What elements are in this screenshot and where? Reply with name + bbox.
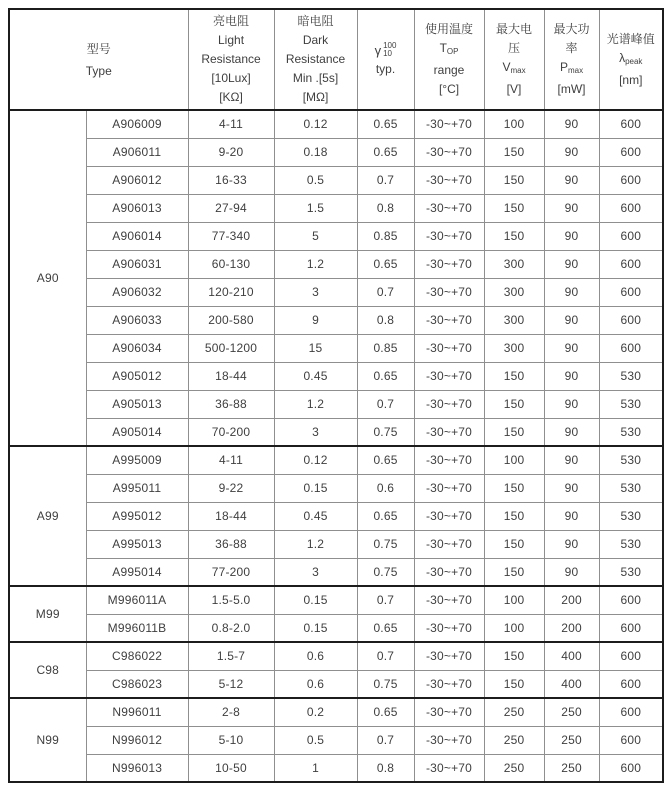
- max-power-cell: 90: [544, 474, 599, 502]
- max-voltage-cell: 150: [484, 362, 544, 390]
- gamma-cell: 0.65: [357, 614, 414, 642]
- max-power-cell: 200: [544, 586, 599, 614]
- model-cell: C986023: [86, 670, 188, 698]
- peak-wavelength-cell: 600: [599, 222, 663, 250]
- dark-resistance-cell: 0.45: [274, 502, 357, 530]
- dark-resistance-cell: 0.5: [274, 726, 357, 754]
- header-line: [KΩ]: [219, 90, 243, 104]
- header-line: [10Lux]: [211, 71, 251, 85]
- header-line: 最大电: [496, 22, 533, 36]
- max-power-cell: 250: [544, 726, 599, 754]
- max-power-cell: 90: [544, 558, 599, 586]
- header-line: 使用温度: [425, 22, 474, 36]
- peak-wavelength-cell: 600: [599, 110, 663, 138]
- peak-symbol-line: [600, 49, 663, 71]
- temp-range-cell: -30~+70: [414, 334, 484, 362]
- lambda-symbol-sub: peak: [625, 56, 643, 66]
- header-line: 最大功: [553, 22, 590, 36]
- temp-range-cell: -30~+70: [414, 390, 484, 418]
- gamma-cell: 0.7: [357, 726, 414, 754]
- gamma-cell: 0.7: [357, 390, 414, 418]
- dark-resistance-cell: 0.5: [274, 166, 357, 194]
- gamma-cell: 0.65: [357, 502, 414, 530]
- model-cell: A906009: [86, 110, 188, 138]
- gamma-ratio-top: 100: [383, 41, 397, 50]
- header-type-zh: 型号: [86, 41, 111, 56]
- max-power-cell: 400: [544, 670, 599, 698]
- max-voltage-cell: 300: [484, 306, 544, 334]
- light-resistance-cell: 70-200: [188, 418, 274, 446]
- table-row: [9, 110, 663, 138]
- light-resistance-cell: 2-8: [188, 698, 274, 726]
- temp-range-cell: -30~+70: [414, 726, 484, 754]
- peak-wavelength-cell: 600: [599, 726, 663, 754]
- model-cell: A906012: [86, 166, 188, 194]
- peak-wavelength-cell: 600: [599, 642, 663, 670]
- header-line: range: [433, 63, 465, 77]
- header-line: [V]: [506, 82, 522, 96]
- gamma-cell: 0.75: [357, 670, 414, 698]
- table-row: [9, 362, 663, 390]
- max-power-cell: 400: [544, 642, 599, 670]
- light-resistance-cell: 5-12: [188, 670, 274, 698]
- max-voltage-cell: 100: [484, 614, 544, 642]
- model-cell: C986022: [86, 642, 188, 670]
- dark-resistance-cell: 3: [274, 418, 357, 446]
- table-row: [9, 754, 663, 782]
- header-type-en: Type: [85, 63, 112, 78]
- max-voltage-cell: 300: [484, 334, 544, 362]
- gamma-cell: 0.8: [357, 306, 414, 334]
- light-resistance-cell: 18-44: [188, 362, 274, 390]
- temp-range-cell: -30~+70: [414, 362, 484, 390]
- gamma-ratio: [383, 42, 396, 58]
- header-dark-resistance: [274, 9, 357, 110]
- table-row: [9, 418, 663, 446]
- max-power-cell: 90: [544, 250, 599, 278]
- header-line: 光谱峰值: [606, 31, 655, 46]
- light-resistance-cell: 36-88: [188, 530, 274, 558]
- max-voltage-cell: 150: [484, 390, 544, 418]
- table-row: [9, 166, 663, 194]
- light-resistance-cell: 0.8-2.0: [188, 614, 274, 642]
- dark-resistance-cell: 0.15: [274, 586, 357, 614]
- header-line: Resistance: [201, 52, 261, 66]
- table-row: [9, 194, 663, 222]
- temp-range-cell: -30~+70: [414, 642, 484, 670]
- model-cell: A995011: [86, 474, 188, 502]
- light-resistance-cell: 9-20: [188, 138, 274, 166]
- temp-range-cell: -30~+70: [414, 670, 484, 698]
- model-cell: A995013: [86, 530, 188, 558]
- peak-wavelength-cell: 600: [599, 166, 663, 194]
- light-resistance-cell: 1.5-5.0: [188, 586, 274, 614]
- max-power-cell: 90: [544, 166, 599, 194]
- gamma-cell: 0.85: [357, 334, 414, 362]
- gamma-cell: 0.7: [357, 278, 414, 306]
- header-max-voltage: [484, 9, 544, 110]
- max-voltage-cell: 150: [484, 474, 544, 502]
- max-power-cell: 90: [544, 306, 599, 334]
- table-row: [9, 502, 663, 530]
- max-power-cell: 250: [544, 698, 599, 726]
- light-resistance-cell: 27-94: [188, 194, 274, 222]
- temp-range-cell: -30~+70: [414, 138, 484, 166]
- table-header: [9, 9, 663, 110]
- table-row: [9, 558, 663, 586]
- model-cell: A906014: [86, 222, 188, 250]
- peak-wavelength-cell: 530: [599, 474, 663, 502]
- gamma-cell: 0.8: [357, 754, 414, 782]
- peak-wavelength-cell: 600: [599, 754, 663, 782]
- gamma-typ-label: typ.: [375, 61, 396, 76]
- temp-range-cell: -30~+70: [414, 306, 484, 334]
- peak-wavelength-cell: 600: [599, 698, 663, 726]
- gamma-cell: 0.7: [357, 642, 414, 670]
- table-row: [9, 222, 663, 250]
- gamma-cell: 0.65: [357, 362, 414, 390]
- max-power-cell: 90: [544, 138, 599, 166]
- dark-resistance-cell: 0.12: [274, 446, 357, 474]
- max-voltage-cell: 250: [484, 726, 544, 754]
- temp-range-cell: -30~+70: [414, 446, 484, 474]
- model-cell: A995014: [86, 558, 188, 586]
- peak-wavelength-cell: 600: [599, 278, 663, 306]
- max-power-cell: 90: [544, 530, 599, 558]
- type-group-cell: C98: [9, 642, 86, 698]
- gamma-cell: 0.8: [357, 194, 414, 222]
- temp-range-cell: -30~+70: [414, 418, 484, 446]
- peak-wavelength-cell: 600: [599, 334, 663, 362]
- gamma-cell: 0.65: [357, 138, 414, 166]
- table-row: [9, 446, 663, 474]
- header-line: Light: [218, 33, 245, 47]
- light-resistance-cell: 5-10: [188, 726, 274, 754]
- table-row: [9, 278, 663, 306]
- gamma-cell: 0.75: [357, 558, 414, 586]
- peak-wavelength-cell: 600: [599, 670, 663, 698]
- dark-resistance-cell: 0.6: [274, 642, 357, 670]
- header-gamma: [357, 9, 414, 110]
- max-power-cell: 90: [544, 390, 599, 418]
- lambda-symbol: λ: [619, 50, 626, 65]
- dark-resistance-cell: 0.2: [274, 698, 357, 726]
- peak-wavelength-cell: 600: [599, 614, 663, 642]
- header-line: [nm]: [619, 72, 643, 87]
- max-voltage-cell: 250: [484, 698, 544, 726]
- light-resistance-cell: 120-210: [188, 278, 274, 306]
- model-cell: N996013: [86, 754, 188, 782]
- max-voltage-cell: 150: [484, 558, 544, 586]
- light-resistance-cell: 200-580: [188, 306, 274, 334]
- model-cell: A905013: [86, 390, 188, 418]
- light-resistance-cell: 10-50: [188, 754, 274, 782]
- peak-wavelength-cell: 600: [599, 138, 663, 166]
- table-row: [9, 642, 663, 670]
- voltage-symbol-line: [485, 58, 544, 80]
- header-line: [mW]: [557, 82, 586, 96]
- max-voltage-cell: 150: [484, 166, 544, 194]
- header-row: [9, 9, 663, 110]
- model-cell: A995012: [86, 502, 188, 530]
- type-group-cell: M99: [9, 586, 86, 642]
- gamma-cell: 0.7: [357, 166, 414, 194]
- peak-wavelength-cell: 530: [599, 390, 663, 418]
- max-voltage-cell: 150: [484, 530, 544, 558]
- temp-range-cell: -30~+70: [414, 250, 484, 278]
- model-cell: A906034: [86, 334, 188, 362]
- table-row: [9, 474, 663, 502]
- max-power-cell: 90: [544, 194, 599, 222]
- model-cell: A906031: [86, 250, 188, 278]
- temp-range-cell: -30~+70: [414, 166, 484, 194]
- dark-resistance-cell: 3: [274, 278, 357, 306]
- header-line: [°C]: [438, 82, 460, 96]
- dark-resistance-cell: 9: [274, 306, 357, 334]
- dark-resistance-cell: 0.15: [274, 614, 357, 642]
- max-power-cell: 90: [544, 222, 599, 250]
- gamma-cell: 0.75: [357, 530, 414, 558]
- model-cell: A906013: [86, 194, 188, 222]
- table-row: [9, 250, 663, 278]
- power-symbol: P: [559, 60, 568, 74]
- header-line: 暗电阻: [297, 14, 334, 28]
- peak-wavelength-cell: 600: [599, 586, 663, 614]
- header-operating-temp: [414, 9, 484, 110]
- peak-wavelength-cell: 530: [599, 418, 663, 446]
- temp-range-cell: -30~+70: [414, 110, 484, 138]
- dark-resistance-cell: 0.12: [274, 110, 357, 138]
- light-resistance-cell: 9-22: [188, 474, 274, 502]
- temp-range-cell: -30~+70: [414, 754, 484, 782]
- gamma-cell: 0.85: [357, 222, 414, 250]
- temp-range-cell: -30~+70: [414, 614, 484, 642]
- table-row: [9, 614, 663, 642]
- header-peak-wavelength: [599, 9, 663, 110]
- temp-symbol: T: [439, 41, 447, 55]
- power-symbol-line: [545, 58, 599, 80]
- light-resistance-cell: 500-1200: [188, 334, 274, 362]
- header-line: Dark: [302, 33, 329, 47]
- max-power-cell: 90: [544, 502, 599, 530]
- power-symbol-sub: max: [567, 66, 584, 75]
- gamma-cell: 0.7: [357, 586, 414, 614]
- max-power-cell: 90: [544, 418, 599, 446]
- max-voltage-cell: 150: [484, 194, 544, 222]
- light-resistance-cell: 77-200: [188, 558, 274, 586]
- light-resistance-cell: 36-88: [188, 390, 274, 418]
- light-resistance-cell: 60-130: [188, 250, 274, 278]
- temp-range-cell: -30~+70: [414, 222, 484, 250]
- header-light-resistance: [188, 9, 274, 110]
- max-voltage-cell: 150: [484, 418, 544, 446]
- light-resistance-cell: 4-11: [188, 446, 274, 474]
- max-power-cell: 250: [544, 754, 599, 782]
- temp-symbol-sub: OP: [446, 47, 459, 56]
- model-cell: A906011: [86, 138, 188, 166]
- dark-resistance-cell: 0.45: [274, 362, 357, 390]
- dark-resistance-cell: 1.5: [274, 194, 357, 222]
- model-cell: A995009: [86, 446, 188, 474]
- type-group-cell: A99: [9, 446, 86, 586]
- light-resistance-cell: 16-33: [188, 166, 274, 194]
- temp-range-cell: -30~+70: [414, 586, 484, 614]
- table-row: [9, 138, 663, 166]
- max-voltage-cell: 100: [484, 586, 544, 614]
- max-voltage-cell: 150: [484, 138, 544, 166]
- temp-range-cell: -30~+70: [414, 474, 484, 502]
- model-cell: N996011: [86, 698, 188, 726]
- header-max-power: [544, 9, 599, 110]
- gamma-cell: 0.65: [357, 698, 414, 726]
- peak-wavelength-cell: 600: [599, 250, 663, 278]
- model-cell: M996011A: [86, 586, 188, 614]
- table-row: [9, 670, 663, 698]
- table-row: [9, 530, 663, 558]
- light-resistance-cell: 4-11: [188, 110, 274, 138]
- table-body: [9, 110, 663, 782]
- gamma-cell: 0.6: [357, 474, 414, 502]
- max-power-cell: 90: [544, 110, 599, 138]
- dark-resistance-cell: 5: [274, 222, 357, 250]
- dark-resistance-cell: 0.6: [274, 670, 357, 698]
- model-cell: A905014: [86, 418, 188, 446]
- light-resistance-cell: 18-44: [188, 502, 274, 530]
- header-line: 亮电阻: [213, 14, 250, 28]
- table-row: [9, 698, 663, 726]
- max-voltage-cell: 300: [484, 278, 544, 306]
- table-row: [9, 390, 663, 418]
- header-line: Resistance: [285, 52, 346, 66]
- temp-range-cell: -30~+70: [414, 698, 484, 726]
- peak-wavelength-cell: 600: [599, 306, 663, 334]
- max-voltage-cell: 150: [484, 222, 544, 250]
- dark-resistance-cell: 1.2: [274, 390, 357, 418]
- max-voltage-cell: 300: [484, 250, 544, 278]
- model-cell: N996012: [86, 726, 188, 754]
- light-resistance-cell: 1.5-7: [188, 642, 274, 670]
- model-cell: A906032: [86, 278, 188, 306]
- gamma-symbol: γ: [374, 42, 382, 58]
- max-power-cell: 90: [544, 446, 599, 474]
- header-line: [MΩ]: [302, 90, 329, 104]
- peak-wavelength-cell: 530: [599, 362, 663, 390]
- header-type: [9, 9, 188, 110]
- model-cell: M996011B: [86, 614, 188, 642]
- model-cell: A906033: [86, 306, 188, 334]
- voltage-symbol-sub: max: [510, 66, 526, 75]
- max-voltage-cell: 100: [484, 446, 544, 474]
- peak-wavelength-cell: 600: [599, 194, 663, 222]
- temp-range-cell: -30~+70: [414, 194, 484, 222]
- table-row: [9, 334, 663, 362]
- header-line: 压: [508, 41, 521, 55]
- peak-wavelength-cell: 530: [599, 446, 663, 474]
- max-power-cell: 90: [544, 334, 599, 362]
- model-cell: A905012: [86, 362, 188, 390]
- gamma-cell: 0.75: [357, 418, 414, 446]
- dark-resistance-cell: 0.18: [274, 138, 357, 166]
- header-line: 率: [565, 41, 578, 55]
- max-voltage-cell: 150: [484, 670, 544, 698]
- voltage-symbol: V: [502, 60, 511, 74]
- max-power-cell: 90: [544, 362, 599, 390]
- dark-resistance-cell: 3: [274, 558, 357, 586]
- gamma-cell: 0.65: [357, 250, 414, 278]
- dark-resistance-cell: 0.15: [274, 474, 357, 502]
- gamma-symbol-line: [358, 41, 414, 60]
- type-group-cell: A90: [9, 110, 86, 446]
- table-row: [9, 306, 663, 334]
- peak-wavelength-cell: 530: [599, 502, 663, 530]
- light-resistance-cell: 77-340: [188, 222, 274, 250]
- peak-wavelength-cell: 530: [599, 530, 663, 558]
- temp-range-cell: -30~+70: [414, 502, 484, 530]
- type-group-cell: N99: [9, 698, 86, 782]
- temp-range-cell: -30~+70: [414, 558, 484, 586]
- max-power-cell: 200: [544, 614, 599, 642]
- max-voltage-cell: 150: [484, 642, 544, 670]
- gamma-cell: 0.65: [357, 110, 414, 138]
- dark-resistance-cell: 1.2: [274, 530, 357, 558]
- max-voltage-cell: 100: [484, 110, 544, 138]
- dark-resistance-cell: 15: [274, 334, 357, 362]
- max-voltage-cell: 150: [484, 502, 544, 530]
- temp-symbol-line: [415, 39, 484, 61]
- temp-range-cell: -30~+70: [414, 278, 484, 306]
- gamma-cell: 0.65: [357, 446, 414, 474]
- table-row: [9, 586, 663, 614]
- header-line: Min .[5s]: [292, 71, 339, 85]
- max-power-cell: 90: [544, 278, 599, 306]
- max-voltage-cell: 250: [484, 754, 544, 782]
- table-row: [9, 726, 663, 754]
- dark-resistance-cell: 1.2: [274, 250, 357, 278]
- peak-wavelength-cell: 530: [599, 558, 663, 586]
- dark-resistance-cell: 1: [274, 754, 357, 782]
- photoresistor-spec-table: [8, 8, 664, 783]
- temp-range-cell: -30~+70: [414, 530, 484, 558]
- gamma-ratio-bottom: 10: [383, 49, 392, 58]
